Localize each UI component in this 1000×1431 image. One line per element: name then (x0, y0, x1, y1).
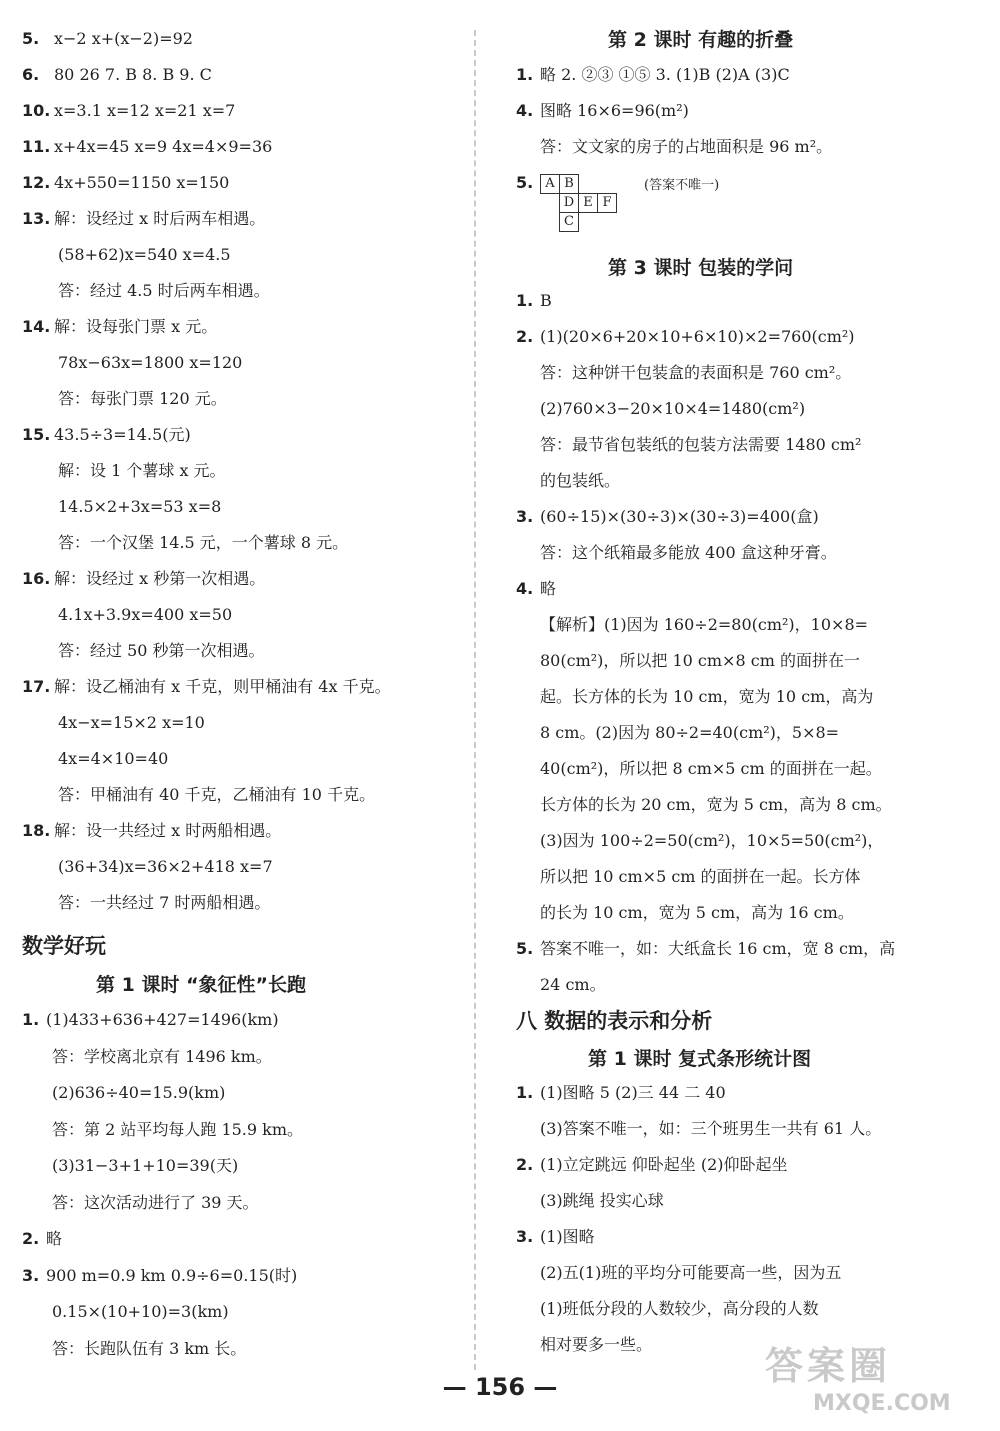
answer-text: 8 cm。(2)因为 80÷2=40(cm²)，5×8= (540, 723, 840, 742)
answer-line (540, 398, 805, 420)
watermark-logo (765, 1335, 985, 1421)
answer-line (540, 1298, 819, 1320)
answer-text: 答：这个纸箱最多能放 400 盒这种牙膏。 (540, 543, 837, 562)
answer-line (540, 1334, 652, 1356)
answer-line (22, 64, 212, 86)
answer-text: 起。长方体的长为 10 cm，宽为 10 cm，高为 (540, 687, 874, 706)
question-number: 3. (516, 507, 534, 526)
answer-line (540, 722, 839, 744)
answer-line (52, 1338, 246, 1360)
column-divider (474, 30, 476, 1370)
answer-line (540, 1190, 664, 1212)
question-number: 10. (22, 101, 51, 120)
answer-text: 相对要多一些。 (540, 1335, 653, 1354)
answer-line (22, 1009, 279, 1031)
answer-text: (1)图略 (540, 1227, 595, 1246)
answer-text: (60÷15)×(30÷3)×(30÷3)=400(盒) (540, 507, 819, 526)
answer-text: x=3.1 x=12 x=21 x=7 (54, 101, 236, 120)
answer-line (516, 1154, 788, 1176)
answer-text: B (540, 291, 552, 310)
answer-text: 答：经过 50 秒第一次相遇。 (58, 641, 265, 660)
answer-text: 4x+550=1150 x=150 (54, 173, 230, 192)
watermark-url: MXQE.COM (813, 1391, 951, 1416)
answer-line (516, 326, 855, 348)
answer-text: 4x−x=15×2 x=10 (58, 713, 205, 732)
answer-line (540, 434, 861, 456)
answer-text: 80(cm²)，所以把 10 cm×8 cm 的面拼在一 (540, 651, 860, 670)
answer-text: 78x−63x=1800 x=120 (58, 353, 243, 372)
answer-text: 略 2. ②③ ①⑤ 3. (1)B (2)A (3)C (540, 65, 790, 84)
net-cell-e: E (578, 193, 598, 213)
answer-text: (3)跳绳 投实心球 (540, 1191, 664, 1210)
answer-line (22, 820, 281, 842)
answer-text: 的长为 10 cm，宽为 5 cm，高为 16 cm。 (540, 903, 854, 922)
answer-line (516, 578, 556, 600)
question-number: 3. (22, 1265, 40, 1285)
answer-text: 80 26 7. B 8. B 9. C (54, 65, 212, 84)
answer-text: (3)因为 100÷2=50(cm²)，10×5=50(cm²)， (540, 831, 884, 850)
net-cell-c: C (559, 212, 579, 232)
answer-line (540, 614, 868, 636)
answer-line (58, 784, 375, 806)
answer-text: 答：一共经过 7 时两船相遇。 (58, 893, 271, 912)
answer-text: (3)31−3+1+10=39(天) (52, 1156, 239, 1175)
answer-text: 答：甲桶油有 40 千克，乙桶油有 10 千克。 (58, 785, 376, 804)
section-title-data-analysis: 八 数据的表示和分析 (516, 1009, 713, 1033)
question-number: 1. (516, 1083, 534, 1102)
answer-line (58, 640, 265, 662)
answer-text: (2)760×3−20×10×4=1480(cm²) (540, 399, 806, 418)
answer-line (58, 532, 348, 554)
answer-line (52, 1046, 272, 1068)
answer-line (52, 1192, 259, 1214)
net-cell-a: A (540, 174, 560, 194)
answer-line (540, 1118, 881, 1140)
answer-text: 0.15×(10+10)=3(km) (52, 1302, 229, 1321)
net-cell-d: D (559, 193, 579, 213)
answer-line (22, 1265, 297, 1287)
net-cell-b: B (559, 174, 579, 194)
answer-text: 解：设经过 x 时后两车相遇。 (54, 209, 266, 228)
answer-text: 的包装纸。 (540, 471, 621, 490)
answer-text: 解：设每张门票 x 元。 (54, 317, 218, 336)
answer-line (540, 866, 861, 888)
page-number: — 156 — (442, 1373, 558, 1401)
answer-text: 答：最节省包装纸的包装方法需要 1480 cm² (540, 435, 862, 454)
answer-text: (1)班低分段的人数较少，高分段的人数 (540, 1299, 819, 1318)
answer-line (540, 758, 882, 780)
answer-line (516, 1082, 726, 1104)
answer-text: (1)433+636+427=1496(km) (46, 1010, 279, 1029)
answer-line (58, 280, 270, 302)
answer-text: 图略 16×6=96(m²) (540, 101, 689, 120)
question-number: 2. (516, 1155, 534, 1174)
answer-line (540, 362, 851, 384)
answer-text: 【解析】(1)因为 160÷2=80(cm²)，10×8= (540, 615, 869, 634)
answer-line (540, 1262, 841, 1284)
answer-line (516, 290, 552, 312)
answer-text: 答案不唯一，如：大纸盒长 16 cm，宽 8 cm，高 (540, 939, 896, 958)
answer-line (52, 1155, 238, 1177)
answer-line (540, 136, 832, 158)
question-number: 1. (22, 1010, 40, 1029)
lesson-title-folding: 第 2 课时 有趣的折叠 (608, 29, 794, 51)
answer-text: 所以把 10 cm×5 cm 的面拼在一起。长方体 (540, 867, 861, 886)
answer-line (58, 352, 242, 374)
answer-line (516, 100, 689, 122)
answer-line (22, 136, 272, 158)
question-number: 17. (22, 677, 51, 696)
answer-text: x−2 x+(x−2)=92 (54, 29, 193, 48)
question-number: 4. (516, 101, 534, 120)
answer-text: 解：设 1 个薯球 x 元。 (58, 461, 226, 480)
answer-text: 4.1x+3.9x=400 x=50 (58, 605, 233, 624)
question-number: 3. (516, 1227, 534, 1246)
answer-line (516, 938, 895, 960)
answer-line (540, 974, 606, 996)
net-note: (答案不唯一) (644, 178, 720, 193)
answer-line (58, 712, 205, 734)
section-title-math-fun: 数学好玩 (22, 934, 106, 958)
answer-line (516, 1226, 595, 1248)
answer-text: (1)立定跳远 仰卧起坐 (2)仰卧起坐 (540, 1155, 788, 1174)
question-number: 11. (22, 137, 51, 156)
question-number: 15. (22, 425, 51, 444)
answer-line (540, 794, 892, 816)
question-number: 1. (516, 291, 534, 310)
answer-text: 解：设一共经过 x 时两船相遇。 (54, 821, 282, 840)
answer-text: 14.5×2+3x=53 x=8 (58, 497, 222, 516)
answer-text: 解：设经过 x 秒第一次相遇。 (54, 569, 266, 588)
answer-text: (58+62)x=540 x=4.5 (58, 245, 231, 264)
question-number: 1. (516, 65, 534, 84)
question-number: 2. (516, 327, 534, 346)
answer-line (52, 1301, 229, 1323)
answer-line (540, 650, 860, 672)
answer-line (22, 676, 391, 698)
answer-line (516, 64, 790, 86)
answer-line (58, 604, 232, 626)
answer-line (22, 100, 235, 122)
answer-text: 答：这种饼干包装盒的表面积是 760 cm²。 (540, 363, 852, 382)
answer-text: (36+34)x=36×2+418 x=7 (58, 857, 273, 876)
watermark-text: 答案圈 (765, 1344, 892, 1388)
answer-line (540, 830, 883, 852)
answer-line (22, 568, 265, 590)
net-cell-f: F (597, 193, 617, 213)
question-number: 6. (22, 65, 40, 84)
question-number: 5. (516, 939, 534, 958)
answer-line (52, 1119, 303, 1141)
answer-text: 答：一个汉堡 14.5 元，一个薯球 8 元。 (58, 533, 349, 552)
answer-text: 答：长跑队伍有 3 km 长。 (52, 1338, 247, 1358)
answer-line (22, 208, 265, 230)
answer-text: (3)答案不唯一，如：三个班男生一共有 61 人。 (540, 1119, 882, 1138)
answer-text: 40(cm²)，所以把 8 cm×5 cm 的面拼在一起。 (540, 759, 882, 778)
answer-text: 答：经过 4.5 时后两车相遇。 (58, 281, 270, 300)
question-number: 18. (22, 821, 51, 840)
answer-line (540, 686, 873, 708)
answer-text: 答：文文家的房子的占地面积是 96 m²。 (540, 137, 833, 156)
answer-line (52, 1082, 225, 1104)
answer-text: 答：第 2 站平均每人跑 15.9 km。 (52, 1119, 304, 1139)
answer-line (22, 28, 193, 50)
question-number: 2. (22, 1229, 40, 1248)
answer-text: 解：设乙桶油有 x 千克，则甲桶油有 4x 千克。 (54, 677, 391, 696)
answer-line (540, 542, 837, 564)
lesson-title-packaging: 第 3 课时 包装的学问 (608, 257, 794, 279)
answer-text: 答：学校离北京有 1496 km。 (52, 1046, 272, 1066)
question-number: 5. (22, 29, 40, 48)
answer-line (540, 902, 854, 924)
answer-text: 24 cm。 (540, 975, 606, 994)
answer-line (22, 1228, 62, 1250)
answer-line (22, 316, 217, 338)
answer-line (58, 748, 168, 770)
answer-line (516, 506, 819, 528)
lesson-title-bar-chart: 第 1 课时 复式条形统计图 (588, 1048, 812, 1070)
question-number: 4. (516, 579, 534, 598)
answer-text: (1)图略 5 (2)三 44 二 40 (540, 1083, 726, 1102)
lesson-title-symbolic-run: 第 1 课时 “象征性”长跑 (96, 974, 307, 996)
answer-line (58, 388, 227, 410)
answer-line (58, 892, 270, 914)
answer-line (58, 244, 231, 266)
answer-text: 略 (540, 579, 557, 598)
question-number: 13. (22, 209, 51, 228)
answer-text: (1)(20×6+20×10+6×10)×2=760(cm²) (540, 327, 855, 346)
answer-line (58, 460, 226, 482)
answer-text: 长方体的长为 20 cm，宽为 5 cm，高为 8 cm。 (540, 795, 892, 814)
answer-text: 4x=4×10=40 (58, 749, 169, 768)
question-5-label: 5. (516, 173, 534, 192)
answer-text: 答：这次活动进行了 39 天。 (52, 1192, 259, 1212)
question-number: 14. (22, 317, 51, 336)
question-number: 16. (22, 569, 51, 588)
answer-line (540, 470, 620, 492)
answer-text: 43.5÷3=14.5(元) (54, 425, 191, 444)
answer-text: 略 (46, 1229, 63, 1248)
question-number: 12. (22, 173, 51, 192)
answer-line (22, 172, 229, 194)
answer-text: (2)636÷40=15.9(km) (52, 1083, 226, 1102)
answer-line (58, 496, 221, 518)
answer-line (58, 856, 273, 878)
answer-text: 答：每张门票 120 元。 (58, 389, 227, 408)
answer-line (22, 424, 191, 446)
answer-text: x+4x=45 x=9 4x=4×9=36 (54, 137, 273, 156)
answer-text: 900 m=0.9 km 0.9÷6=0.15(时) (46, 1265, 298, 1285)
answer-text: (2)五(1)班的平均分可能要高一些，因为五 (540, 1263, 842, 1282)
